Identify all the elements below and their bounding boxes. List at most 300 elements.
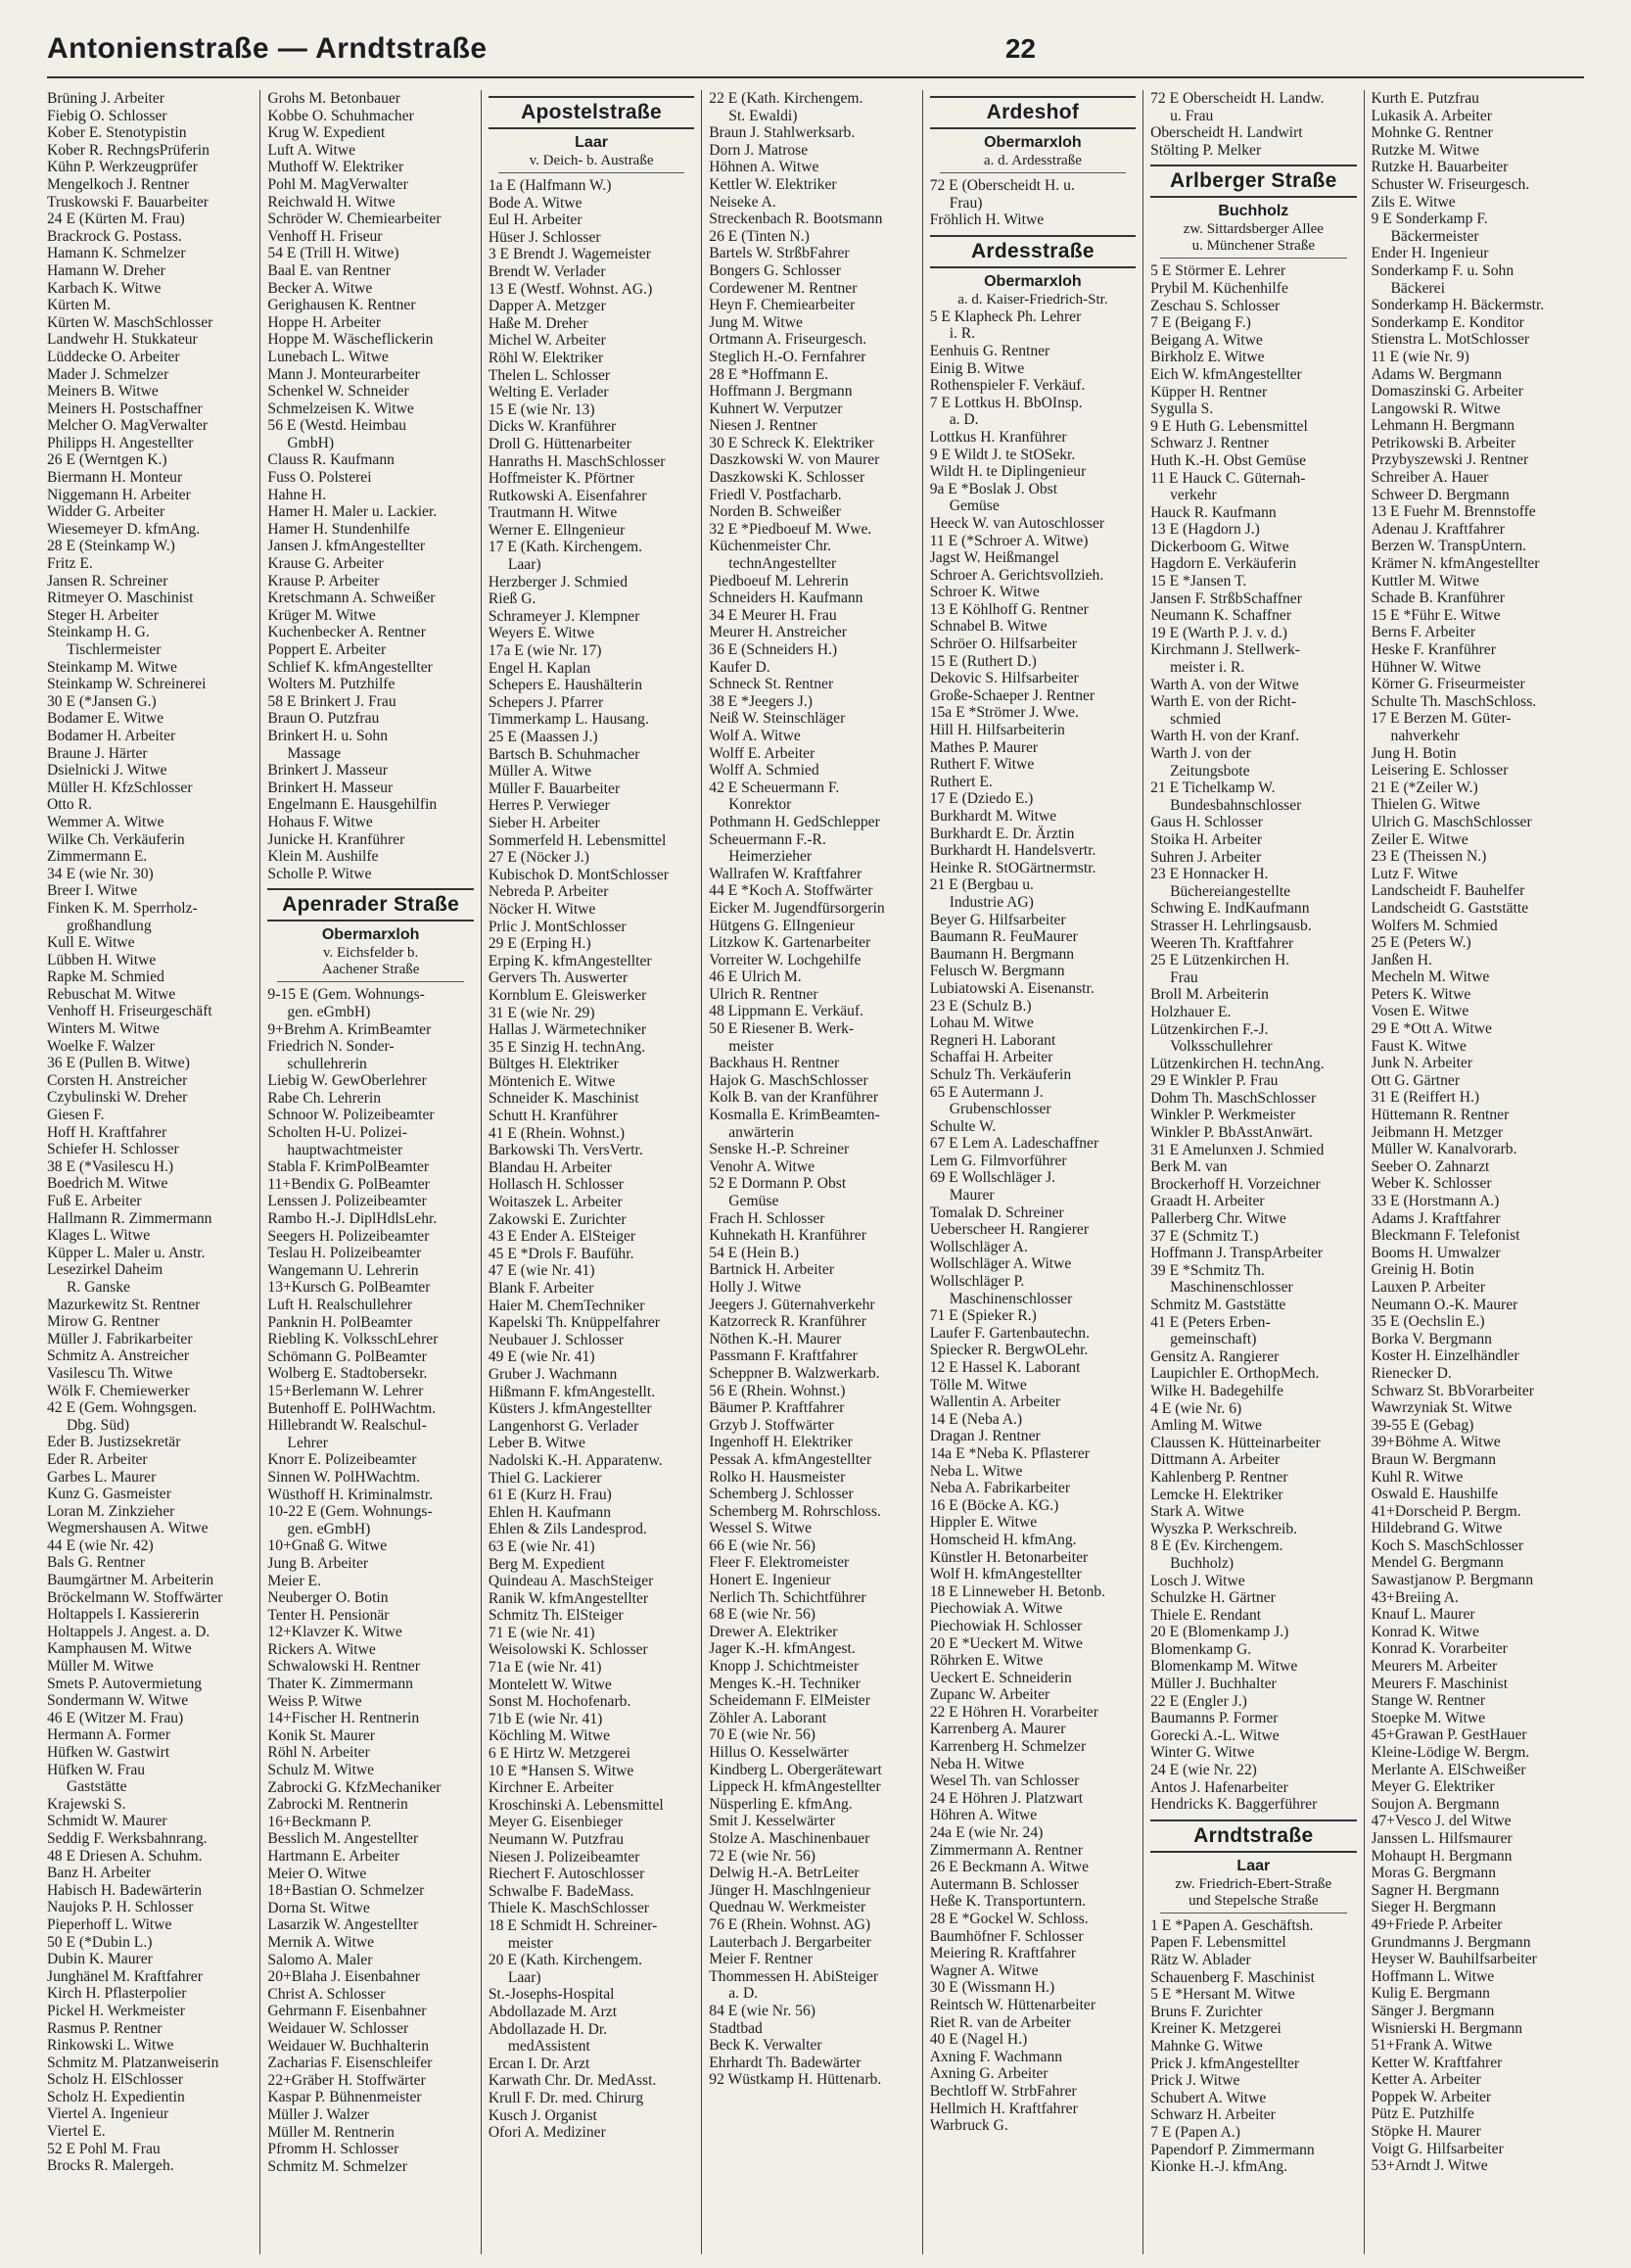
directory-entry: Prick J. Witwe	[1150, 2072, 1240, 2090]
directory-entry: Schuster W. Friseurgesch.	[1371, 175, 1530, 193]
directory-entry: Warth A. von der Witwe	[1150, 676, 1299, 693]
directory-entry: Laupichler E. OrthopMech.	[1150, 1365, 1320, 1383]
directory-entry: 43 E Ender A. ElSteiger	[488, 1228, 636, 1246]
directory-entry: 20 E (Kath. Kirchengem.	[488, 1952, 643, 1969]
directory-entry: Daszkowski W. von Maurer	[709, 451, 880, 469]
directory-entry: Brocks R. Malergeh.	[47, 2157, 174, 2175]
entry-continuation: Gemüse	[728, 1193, 779, 1209]
directory-entry: Domaszinski G. Arbeiter	[1371, 383, 1524, 401]
directory-entry: Fuß E. Arbeiter	[47, 1193, 142, 1209]
directory-entry: 13 E Köhlhoff G. Rentner	[929, 600, 1089, 618]
directory-entry: 25 E (Peters W.)	[1371, 934, 1471, 952]
directory-entry: Mendel G. Bergmann	[1371, 1554, 1504, 1572]
directory-entry: Braun W. Bergmann	[1371, 1450, 1497, 1468]
directory-entry: Stienstra L. MotSchlosser	[1371, 331, 1530, 349]
directory-entry: Lottkus H. Kranführer	[929, 428, 1067, 446]
street-location: Aachener Straße	[321, 962, 420, 978]
entry-continuation: R. Ganske	[67, 1278, 130, 1296]
directory-entry: Hallmann R. Zimmermann	[47, 1209, 212, 1227]
directory-entry: Jagst W. Heißmangel	[929, 549, 1059, 567]
directory-entry: 22+Gräber H. Stoffwärter	[267, 2071, 426, 2089]
directory-entry: Küpper H. Rentner	[1150, 383, 1268, 401]
directory-entry: Bodamer E. Witwe	[47, 710, 164, 728]
entry-continuation: Industrie AG)	[949, 893, 1034, 911]
directory-entry: Hüser J. Schlosser	[488, 228, 601, 246]
directory-entry: Mohnke G. Rentner	[1371, 124, 1493, 142]
directory-entry: Hamer H. Stundenhilfe	[267, 520, 410, 538]
directory-entry: Antos J. Hafenarbeiter	[1150, 1778, 1288, 1796]
directory-entry: Lauxen P. Arbeiter	[1371, 1278, 1486, 1296]
directory-entry: 53+Arndt J. Witwe	[1371, 2157, 1488, 2175]
directory-entry: Gervers Th. Auswerter	[488, 969, 629, 987]
directory-entry: Honert E. Ingenieur	[709, 1572, 831, 1589]
directory-entry: 49 E (wie Nr. 41)	[488, 1348, 595, 1366]
directory-entry: Biermann H. Monteur	[47, 469, 183, 487]
directory-entry: Schnoor W. Polizeibeamter	[267, 1107, 435, 1124]
directory-entry: Zils E. Witwe	[1371, 193, 1456, 211]
directory-entry: Holly J. Witwe	[709, 1278, 802, 1296]
directory-entry: Sondermann W. Witwe	[47, 1692, 189, 1710]
directory-entry: Mazurkewitz St. Rentner	[47, 1296, 201, 1313]
directory-entry: Neba A. Fabrikarbeiter	[929, 1480, 1071, 1497]
directory-entry: Meier F. Rentner	[709, 1951, 813, 1968]
directory-entry: Axning G. Arbeiter	[929, 2065, 1048, 2083]
directory-entry: Baumgärtner M. Arbeiterin	[47, 1572, 214, 1589]
street-location: zw. Sittardsberger Allee	[1183, 221, 1324, 238]
directory-column	[259, 90, 480, 2254]
directory-entry: Eul H. Arbeiter	[488, 212, 582, 229]
directory-entry: Eich W. kfmAngestellter	[1150, 365, 1302, 383]
directory-entry: Welting E. Verlader	[488, 384, 609, 402]
directory-entry: Küsters J. kfmAngestellter	[488, 1400, 652, 1418]
directory-entry: 66 E (wie Nr. 56)	[709, 1536, 816, 1554]
directory-entry: Dorna St. Witwe	[267, 1899, 370, 1916]
directory-entry: Schwing E. IndKaufmann	[1150, 900, 1310, 918]
directory-entry: Kretschmann A. Schweißer	[267, 590, 436, 607]
directory-entry: Delwig H.-A. BetrLeiter	[709, 1865, 860, 1882]
directory-entry: 17 E (Kath. Kirchengem.	[488, 539, 643, 556]
directory-entry: Kühn P. Werkzeugprüfer	[47, 159, 198, 176]
directory-entry: Muthoff W. Elektriker	[267, 159, 404, 176]
directory-entry: Berk M. van	[1150, 1158, 1228, 1176]
directory-entry: Burkhardt E. Dr. Ärztin	[929, 825, 1075, 842]
directory-entry: Zabrocki M. Rentnerin	[267, 1796, 408, 1814]
directory-entry: 58 E Brinkert J. Frau	[267, 692, 396, 710]
street-heading: Arndtstraße	[1150, 1819, 1356, 1853]
directory-entry: Adams W. Bergmann	[1371, 365, 1503, 383]
directory-entry: Ruthert F. Witwe	[929, 756, 1035, 774]
directory-entry: 39-55 E (Gebag)	[1371, 1416, 1474, 1434]
directory-entry: Menges K.-H. Techniker	[709, 1675, 861, 1692]
directory-entry: 10+Gnaß G. Witwe	[267, 1537, 388, 1555]
directory-entry: 18 E Linneweber H. Betonb.	[929, 1583, 1105, 1600]
directory-entry: Kaspar P. Bühnenmeister	[267, 2089, 422, 2106]
directory-entry: Lippeck H. kfmAngestellter	[709, 1778, 881, 1796]
directory-entry: Dorn J. Matrose	[709, 141, 809, 159]
directory-entry: 23 E (Schulz B.)	[929, 997, 1032, 1015]
directory-entry: Meurer H. Anstreicher	[709, 624, 847, 641]
directory-entry: Berns F. Arbeiter	[1371, 624, 1476, 641]
directory-entry: Nerlich Th. Schichtführer	[709, 1588, 866, 1606]
directory-entry: Lesezirkel Daheim	[47, 1261, 163, 1279]
directory-entry: Krug W. Expedient	[267, 124, 386, 142]
directory-entry: Neumann K. Schaffner	[1150, 607, 1292, 625]
directory-entry: Junghänel M. Kraftfahrer	[47, 1967, 203, 1985]
directory-entry: Seegers H. Polizeibeamter	[267, 1227, 430, 1245]
directory-entry: 9 E Huth G. Lebensmittel	[1150, 417, 1308, 435]
directory-entry: Woelke F. Walzer	[47, 1037, 155, 1055]
directory-entry: Hüfken W. Frau	[47, 1761, 146, 1778]
directory-entry: Riet R. van de Arbeiter	[929, 2013, 1071, 2031]
directory-entry: Oberscheidt H. Landwirt	[1150, 124, 1303, 142]
directory-entry: 12 E Hassel K. Laborant	[929, 1359, 1081, 1376]
directory-entry: Rabe Ch. Lehrerin	[267, 1089, 382, 1107]
directory-entry: Senske H.-P. Schreiner	[709, 1141, 850, 1158]
directory-entry: Wollschläger A.	[929, 1238, 1028, 1255]
directory-entry: Autermann B. Schlosser	[929, 1875, 1079, 1893]
directory-entry: Mirow G. Rentner	[47, 1313, 160, 1331]
directory-entry: Hoffmann J. TranspArbeiter	[1150, 1245, 1324, 1262]
directory-column	[1364, 90, 1584, 2254]
directory-entry: Klages L. Witwe	[47, 1227, 151, 1245]
directory-entry: 34 E Meurer H. Frau	[709, 606, 837, 624]
directory-entry: Steinkamp W. Schreinerei	[47, 676, 207, 693]
directory-entry: Schroer A. Gerichtsvollzieh.	[929, 566, 1104, 584]
district-label: Laar	[575, 134, 608, 151]
directory-entry: Luft A. Witwe	[267, 141, 356, 159]
directory-column	[481, 90, 701, 2254]
directory-entry: Jansen J. kfmAngestellter	[267, 538, 426, 555]
directory-entry: 48 E Driesen A. Schuhm.	[47, 1847, 203, 1865]
directory-entry: Zimmermann E.	[47, 848, 148, 866]
directory-entry: Rothenspieler F. Verkäuf.	[929, 377, 1086, 395]
directory-entry: Pieperhoff L. Witwe	[47, 1915, 172, 1933]
directory-entry: Hallas J. Wärmetechniker	[488, 1021, 647, 1039]
directory-entry: Brinkert H. u. Sohn	[267, 727, 389, 744]
directory-entry: Hartmann E. Arbeiter	[267, 1848, 400, 1865]
directory-entry: Schmitz Th. ElSteiger	[488, 1607, 624, 1625]
directory-entry: Schutt H. Kranführer	[488, 1108, 618, 1125]
directory-entry: 92 Wüstkamp H. Hüttenarb.	[709, 2071, 882, 2089]
directory-entry: Weyers E. Witwe	[488, 625, 595, 642]
directory-entry: Schulte Th. MaschSchloss.	[1371, 692, 1537, 710]
directory-entry: 71 E (Spieker R.)	[929, 1307, 1037, 1325]
directory-entry: Dekovic S. Hilfsarbeiter	[929, 670, 1079, 687]
directory-entry: Adams J. Kraftfahrer	[1371, 1209, 1501, 1227]
directory-entry: Ingenhoff H. Elektriker	[709, 1434, 853, 1451]
directory-entry: Bodamer H. Arbeiter	[47, 727, 176, 744]
directory-entry: Melcher O. MagVerwalter	[47, 417, 209, 435]
directory-entry: Sieger H. Bergmann	[1371, 1899, 1496, 1916]
directory-entry: Karrenberg H. Schmelzer	[929, 1738, 1087, 1756]
directory-entry: Kirch H. Pflasterpolier	[47, 1985, 187, 2003]
directory-entry: 52 E Dormann P. Obst	[709, 1175, 847, 1193]
directory-entry: 7 E (Beigang F.)	[1150, 314, 1251, 332]
entry-continuation: Zeitungsbote	[1170, 762, 1250, 780]
directory-entry: Beigang A. Witwe	[1150, 331, 1263, 349]
directory-entry: Thiel G. Lackierer	[488, 1469, 602, 1487]
directory-entry: Hoppe H. Arbeiter	[267, 313, 382, 331]
directory-entry: Meiners B. Witwe	[47, 383, 159, 401]
directory-entry: Woitaszek L. Arbeiter	[488, 1194, 623, 1211]
directory-entry: Schneider K. Maschinist	[488, 1090, 639, 1108]
directory-entry: Regneri H. Laborant	[929, 1031, 1056, 1049]
directory-entry: Gehrmann F. Eisenbahner	[267, 2003, 427, 2020]
directory-entry: Seddig F. Werksbahnrang.	[47, 1829, 208, 1847]
directory-entry: 10 E *Hansen S. Witwe	[488, 1762, 634, 1779]
directory-entry: Passmann F. Kraftfahrer	[709, 1347, 858, 1365]
directory-entry: 24a E (wie Nr. 24)	[929, 1824, 1044, 1842]
directory-entry: Röhrken E. Witwe	[929, 1652, 1044, 1670]
directory-entry: Nüsperling E. kfmAng.	[709, 1795, 853, 1813]
directory-entry: 35 E Sinzig H. technAng.	[488, 1038, 646, 1056]
directory-entry: Ercan I. Dr. Arzt	[488, 2055, 590, 2072]
entry-continuation: meister	[728, 1037, 774, 1055]
directory-entry: 27 E (Nöcker J.)	[488, 849, 589, 867]
directory-entry: Koch S. MaschSchlosser	[1371, 1536, 1524, 1554]
directory-entry: Greinig H. Botin	[1371, 1261, 1474, 1279]
entry-continuation: u. Frau	[1170, 107, 1214, 124]
directory-entry: Reintsch W. Hüttenarbeiter	[929, 1996, 1096, 2013]
directory-entry: Truskowski F. Bauarbeiter	[47, 193, 209, 211]
directory-entry: Kaufer D.	[709, 658, 770, 676]
directory-entry: Holtappels I. Kassiererin	[47, 1606, 200, 1624]
directory-entry: Schubert A. Witwe	[1150, 2089, 1267, 2106]
entry-continuation: Laar)	[507, 556, 541, 574]
directory-entry: Sygulla S.	[1150, 401, 1214, 418]
street-location: v. Eichsfelder b.	[322, 945, 419, 962]
directory-entry: Schenkel W. Schneider	[267, 383, 409, 401]
directory-entry: 31 E (Reiffert H.)	[1371, 1089, 1480, 1107]
separator-line	[498, 172, 684, 173]
directory-entry: Lubiatowski A. Eisenanstr.	[929, 979, 1095, 997]
directory-entry: Schulzke H. Gärtner	[1150, 1589, 1276, 1607]
directory-entry: Schwarz H. Arbeiter	[1150, 2106, 1276, 2124]
directory-entry: Röhl W. Elektriker	[488, 349, 604, 366]
directory-entry: 54 E (Hein B.)	[709, 1244, 800, 1261]
directory-entry: Lehmann H. Bergmann	[1371, 417, 1515, 435]
directory-entry: Wollschläger P.	[929, 1273, 1025, 1291]
directory-entry: Burkhardt M. Witwe	[929, 808, 1057, 825]
directory-entry: Wölk F. Chemiewerker	[47, 1382, 190, 1399]
directory-entry: Litzkow K. Gartenarbeiter	[709, 934, 871, 952]
directory-entry: 22 E Höhren H. Vorarbeiter	[929, 1703, 1098, 1721]
directory-entry: Holtappels J. Angest. a. D.	[47, 1623, 210, 1640]
directory-entry: Burkhardt H. Handelsvertr.	[929, 842, 1096, 860]
directory-entry: Ruthert E.	[929, 773, 993, 790]
directory-entry: Schrameyer J. Klempner	[488, 607, 640, 625]
directory-entry: 35 E (Oechslin E.)	[1371, 1313, 1485, 1331]
directory-entry: Müller F. Bauarbeiter	[488, 780, 621, 797]
directory-entry: 56 E (Rhein. Wohnst.)	[709, 1382, 846, 1399]
directory-entry: Bechtloff W. StrbFahrer	[929, 2082, 1077, 2100]
street-heading: Apenrader Straße	[267, 888, 473, 921]
directory-entry: Scheppner B. Walzwerkarb.	[709, 1364, 880, 1382]
directory-entry: Sonderkamp F. u. Sohn	[1371, 261, 1514, 279]
directory-entry: Fiebig O. Schlosser	[47, 107, 167, 124]
directory-entry: Rickers A. Witwe	[267, 1640, 376, 1658]
directory-entry: 22 E (Kath. Kirchengem.	[709, 90, 863, 107]
directory-entry: Prlic J. MontSchlosser	[488, 918, 627, 935]
directory-entry: 1a E (Halfmann W.)	[488, 177, 612, 194]
directory-entry: 47+Vesco J. del Witwe	[1371, 1813, 1512, 1830]
directory-entry: Pfromm H. Schlosser	[267, 2141, 399, 2158]
directory-entry: Peters K. Witwe	[1371, 985, 1471, 1003]
directory-entry: Engelmann E. Hausgehilfin	[267, 796, 438, 814]
directory-entry: Fritz E.	[47, 555, 93, 573]
directory-entry: 51+Frank A. Witwe	[1371, 2037, 1493, 2055]
directory-entry: Knorr E. Polizeibeamter	[267, 1451, 417, 1469]
directory-entry: Rolko H. Hausmeister	[709, 1468, 846, 1486]
directory-entry: Laufer F. Gartenbautechn.	[929, 1324, 1090, 1342]
directory-entry: Prybil M. Küchenhilfe	[1150, 279, 1288, 297]
directory-entry: Widder G. Arbeiter	[47, 503, 165, 521]
directory-entry: Fröhlich H. Witwe	[929, 212, 1045, 229]
street-location: a. d. Ardesstraße	[983, 153, 1082, 168]
directory-entry: Hajok G. MaschSchlosser	[709, 1071, 868, 1089]
directory-entry: Sinnen W. PolHWachtm.	[267, 1468, 420, 1486]
directory-entry: Wolf A. Witwe	[709, 727, 801, 744]
directory-entry: Loran M. Zinkzieher	[47, 1502, 175, 1520]
directory-entry: Wegmershausen A. Witwe	[47, 1520, 209, 1537]
directory-entry: 71b E (wie Nr. 41)	[488, 1710, 603, 1727]
directory-entry: Drewer A. Elektriker	[709, 1623, 838, 1640]
directory-entry: 50 E (*Dubin L.)	[47, 1933, 153, 1951]
directory-entry: 54 E (Trill H. Witwe)	[267, 245, 399, 262]
directory-entry: Wolters M. Putzhilfe	[267, 676, 396, 693]
directory-entry: Warth H. von der Kranf.	[1150, 728, 1300, 745]
directory-entry: 9+Brehm A. KrimBeamter	[267, 1020, 432, 1038]
directory-entry: Meiering R. Kraftfahrer	[929, 1945, 1077, 1962]
directory-entry: 47 E (wie Nr. 41)	[488, 1262, 595, 1280]
entry-continuation: Buchholz)	[1170, 1554, 1235, 1572]
directory-entry: Hütgens G. ElIngenieur	[709, 917, 855, 934]
directory-entry: Voigt G. Hilfsarbeiter	[1371, 2140, 1504, 2157]
directory-entry: 42 E (Gem. Wohngsgen.	[47, 1399, 198, 1417]
directory-entry: 39+Böhme A. Witwe	[1371, 1434, 1501, 1451]
directory-entry: Panknin H. PolBeamter	[267, 1313, 413, 1331]
directory-entry: 36 E (Pullen B. Witwe)	[47, 1055, 190, 1072]
directory-entry: Kober E. Stenotypistin	[47, 124, 187, 142]
directory-entry: Hißmann F. kfmAngestellt.	[488, 1383, 656, 1400]
directory-entry: Weiss P. Witwe	[267, 1692, 362, 1710]
street-location: a. d. Kaiser-Friedrich-Str.	[957, 291, 1108, 307]
directory-entry: Poppek W. Arbeiter	[1371, 2088, 1492, 2105]
directory-entry: Weber K. Schlosser	[1371, 1175, 1492, 1193]
directory-entry: 5 E Störmer E. Lehrer	[1150, 262, 1286, 280]
directory-entry: Meier E.	[267, 1572, 321, 1589]
directory-entry: 72 E (Oberscheidt H. u.	[929, 177, 1075, 194]
directory-entry: Liebig W. GewOberlehrer	[267, 1072, 427, 1090]
directory-entry: Streckenbach R. Bootsmann	[709, 211, 883, 228]
directory-entry: Müller J. Fabrikarbeiter	[47, 1330, 193, 1347]
directory-columns	[47, 90, 1584, 2254]
directory-entry: Lasarzik W. Angestellter	[267, 1916, 419, 1934]
directory-entry: Ortmann A. Friseurgesch.	[709, 331, 867, 349]
directory-entry: Ritmeyer O. Maschinist	[47, 590, 194, 607]
directory-entry: Beyer G. Hilfsarbeiter	[929, 911, 1066, 928]
directory-entry: Küchenmeister Chr.	[709, 538, 831, 555]
directory-entry: Ofori A. Mediziner	[488, 2124, 606, 2142]
directory-entry: 13 E Fuehr M. Brennstoffe	[1371, 503, 1536, 521]
directory-entry: Dickerboom G. Witwe	[1150, 538, 1289, 555]
directory-entry: Thater K. Zimmermann	[267, 1676, 413, 1693]
directory-entry: Haier M. ChemTechniker	[488, 1297, 645, 1314]
directory-entry: Hermann A. Former	[47, 1726, 171, 1744]
directory-entry: Landwehr H. Stukkateur	[47, 331, 198, 349]
entry-continuation: Lehrer	[287, 1434, 328, 1451]
separator-line	[1160, 258, 1346, 259]
directory-entry: 13 E (Hagdorn J.)	[1150, 521, 1260, 539]
directory-entry: Leber B. Witwe	[488, 1435, 585, 1452]
directory-entry: Blank F. Arbeiter	[488, 1280, 594, 1297]
directory-entry: Claussen K. Hütteinarbeiter	[1150, 1434, 1321, 1451]
directory-entry: Dohm Th. MaschSchlosser	[1150, 1089, 1317, 1107]
directory-entry: Schade B. Kranführer	[1371, 590, 1505, 607]
directory-entry: Thiele K. MaschSchlosser	[488, 1900, 649, 1917]
directory-entry: Gerighausen K. Rentner	[267, 297, 416, 314]
directory-entry: Landscheidt F. Bauhelfer	[1371, 882, 1525, 900]
directory-entry: 4 E (wie Nr. 6)	[1150, 1399, 1242, 1417]
directory-entry: Stöpke H. Maurer	[1371, 2123, 1481, 2141]
directory-entry: 28 E *Hoffmann E.	[709, 365, 829, 383]
directory-entry: 10-22 E (Gem. Wohnungs-	[267, 1503, 433, 1521]
directory-entry: Kornblum E. Gleiswerker	[488, 986, 647, 1004]
directory-entry: 40 E (Nagel H.)	[929, 2031, 1028, 2049]
directory-entry: Papendorf P. Zimmermann	[1150, 2141, 1315, 2158]
directory-entry: Winkler P. Werkmeister	[1150, 1107, 1296, 1124]
directory-entry: Pohl M. MagVerwalter	[267, 175, 408, 193]
directory-entry: Kurth E. Putzfrau	[1371, 90, 1479, 107]
directory-entry: 15+Berlemann W. Lehrer	[267, 1382, 424, 1399]
directory-entry: 65 E Autermann J.	[929, 1083, 1044, 1101]
directory-entry: Nebreda P. Arbeiter	[488, 883, 609, 901]
directory-entry: Baumhöfner F. Schlosser	[929, 1927, 1084, 1945]
entry-continuation: a. D.	[949, 411, 979, 429]
directory-entry: Schlief K. kfmAngestellter	[267, 658, 433, 676]
directory-entry: Friedrich N. Sonder-	[267, 1038, 395, 1056]
directory-entry: Kreiner K. Metzgerei	[1150, 2020, 1282, 2038]
directory-entry: Möntenich E. Witwe	[488, 1072, 616, 1090]
entry-continuation: i. R.	[949, 325, 976, 343]
directory-entry: Stark A. Witwe	[1150, 1503, 1244, 1521]
directory-entry: 20 E (Blomenkamp J.)	[1150, 1624, 1289, 1641]
directory-entry: Viertel E.	[47, 2123, 106, 2141]
directory-entry: Nöthen K.-H. Maurer	[709, 1330, 842, 1347]
directory-entry: Smets P. Autovermietung	[47, 1675, 203, 1692]
directory-entry: Timmerkamp L. Hausang.	[488, 711, 649, 729]
directory-entry: 49+Friede P. Arbeiter	[1371, 1915, 1503, 1933]
directory-entry: 23 E Honnacker H.	[1150, 866, 1269, 883]
directory-entry: Krüger M. Witwe	[267, 606, 376, 624]
directory-entry: Kober R. RechngsPrüferin	[47, 141, 210, 159]
district-label: Laar	[1236, 1857, 1271, 1874]
directory-entry: 16 E (Böcke A. KG.)	[929, 1496, 1059, 1514]
directory-entry: Thielen G. Witwe	[1371, 796, 1480, 814]
directory-entry: Müller A. Witwe	[488, 763, 592, 780]
directory-entry: Michel W. Arbeiter	[488, 332, 606, 350]
directory-entry: Schemberg M. Rohrschloss.	[709, 1502, 881, 1520]
directory-entry: Heske F. Kranführer	[1371, 641, 1496, 658]
directory-entry: Kuhnekath H. Kranführer	[709, 1227, 866, 1245]
directory-entry: Schemberg J. Schlosser	[709, 1486, 854, 1503]
directory-entry: Steinkamp M. Witwe	[47, 658, 177, 676]
directory-entry: Schröder W. Chemiearbeiter	[267, 211, 442, 228]
directory-entry: Ranik W. kfmAngestellter	[488, 1589, 649, 1607]
directory-entry: Rutzke H. Bauarbeiter	[1371, 159, 1509, 176]
directory-entry: 9-15 E (Gem. Wohnungs-	[267, 986, 425, 1004]
directory-entry: Wisnierski H. Bergmann	[1371, 2019, 1523, 2037]
